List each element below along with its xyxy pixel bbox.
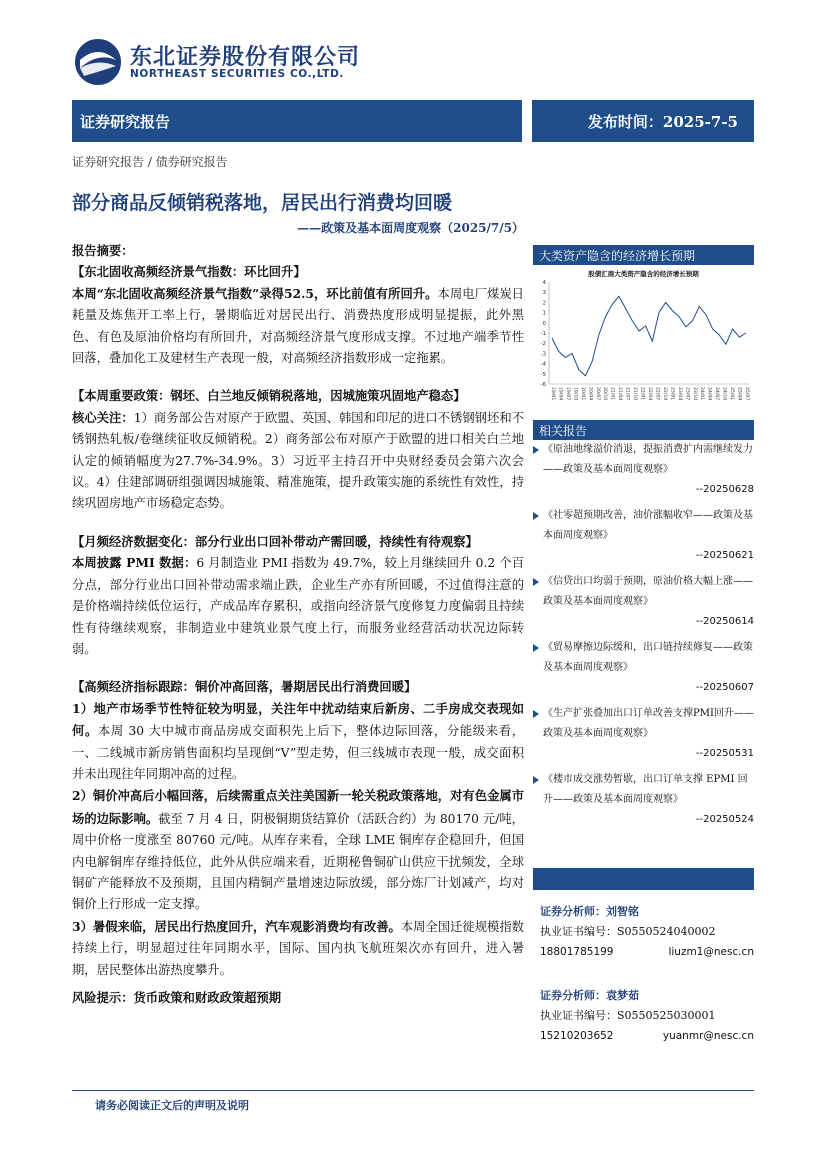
report-title: 部分商品反倾销税落地，居民出行消费均回暖: [72, 192, 453, 214]
analyst-2-cert: 执业证书编号：S0550525030001: [540, 1009, 716, 1022]
x-tick-label: 19/10: [572, 387, 578, 401]
analyst-2-name: 证券分析师：袁梦茹: [540, 989, 639, 1002]
related-report-item[interactable]: [533, 506, 754, 546]
logo-icon: [72, 38, 124, 86]
chart-header: 大类资产隐含的经济增长预期: [533, 245, 754, 265]
x-tick-label: 23/07: [684, 387, 690, 401]
x-tick-label: 20/10: [602, 387, 608, 401]
section-3-text: 6 月制造业 PMI 指数为 49.7%，较上月继续回升 0.2 个百分点，部分行业出口回补带动需求端止跌，企业生产亦有所回暖，不过值得注意的是价格端持续低位运行，产成品库存累积，或指向经济景气度修复力度偏弱且持续性有待继续观察，非制造业中建筑业景气度上行，而服务业经营活动状况边际转弱。: [72, 556, 524, 656]
bullet-triangle-icon: [533, 446, 539, 454]
x-tick-label: 21/07: [624, 387, 630, 401]
chart-title: 股债汇商大类资产隐含的经济增长预期: [588, 270, 699, 278]
section-4-point-2: [72, 785, 524, 915]
x-tick-label: 21/01: [609, 387, 615, 401]
x-tick-label: 22/10: [661, 387, 667, 401]
related-report-item[interactable]: [533, 704, 754, 744]
related-report-title: 《原油地缘溢价消退，提振消费扩内需继续发力——政策及基本面周度观察》: [543, 444, 753, 475]
section-1-heading: 【东北固收高频经济景气指数：环比回升】: [72, 264, 306, 280]
y-tick-label: -4: [540, 361, 546, 368]
section-4-point-1: [72, 698, 524, 786]
related-report-date: --20250531: [695, 748, 754, 759]
related-report-title: 《楼市成交涨势暂歇，出口订单支撑 EPMI 回升——政策及基本面周度观察》: [543, 774, 748, 805]
section-1-paragraph: [72, 283, 524, 370]
x-tick-label: 20/07: [594, 387, 600, 401]
x-tick-label: 22/01: [639, 387, 645, 401]
analyst-1-cert: 执业证书编号：S0550524040002: [540, 925, 716, 938]
point-1-lead: 1）地产市场季节性特征较为明显，关注年中扰动结束后新房、二手房成交表现如何。: [72, 700, 524, 739]
bullet-triangle-icon: [533, 644, 539, 652]
analyst-2-email[interactable]: yuanmr@nesc.cn: [662, 1030, 754, 1042]
related-report-date: --20250614: [695, 616, 754, 627]
point-1-text: 本周 30 大中城市商品房成交面积先上后下，整体边际回落，分能级来看，一、二线城市新房销售面积均呈现倒“V”型走势，但三线城市表现一般，成交面积并未出现往年同期冲高的过程。: [72, 724, 524, 781]
x-tick-label: 23/10: [691, 387, 697, 401]
report-category: 证券研究报告: [72, 100, 522, 142]
x-tick-label: 24/07: [714, 387, 720, 401]
x-tick-label: 22/07: [654, 387, 660, 401]
related-report-title: 《社零超预期改善，油价涨幅收窄——政策及基本面周度观察》: [543, 510, 753, 541]
x-tick-label: 19/01: [550, 387, 555, 401]
related-report-title: 《生产扩张叠加出口订单改善支撑PMI回升——政策及基本面周度观察》: [543, 708, 754, 739]
section-3-lead: 本周披露 PMI 数据：: [72, 555, 197, 571]
x-tick-label: 24/04: [706, 387, 712, 401]
related-report-item[interactable]: [533, 638, 754, 678]
point-3-lead: 3）暑假来临，居民出行热度回升，汽车观影消费均有改善。: [72, 918, 401, 934]
summary-body: [72, 240, 524, 1008]
y-tick-label: 2: [542, 300, 546, 307]
series-line: [552, 296, 746, 376]
footer-divider: [72, 1090, 754, 1091]
section-1-text: 本周电厂煤炭日耗量及炼焦开工率上行，暑期临近对居民出行、消费热度形成明显提振，此外黑色、有色及原油价格均有所回升，对高频经济景气度形成支撑。不过地产端季节性回落，叠加化工及建材生产表现一般，对高频经济指数形成一定拖累。: [72, 286, 524, 366]
related-reports: [533, 440, 754, 836]
analyst-1: [540, 902, 754, 962]
y-tick-label: 1: [542, 310, 546, 317]
analyst-1-name: 证券分析师：刘智铭: [540, 905, 639, 918]
company-name-cn: 东北证券股份有限公司: [130, 45, 361, 70]
analyst-2-phone: 15210203652: [540, 1030, 614, 1042]
publish-date: 发布时间：2025-7-5: [532, 100, 754, 142]
section-2-paragraph: [72, 407, 524, 515]
x-tick-label: 24/01: [699, 387, 705, 401]
x-tick-label: 19/04: [557, 387, 563, 401]
analyst-2: [540, 986, 754, 1046]
x-tick-label: 20/01: [579, 387, 585, 401]
y-tick-label: -5: [540, 371, 546, 378]
point-3-text: 本周全国迁徙规模指数持续上行，明显超过往年同期水平，国际、国内执飞航班架次亦有回升，进入暑期，居民整体出游热度攀升。: [72, 919, 524, 977]
x-tick-label: 20/04: [587, 387, 593, 401]
risk-warning: 风险提示：货币政策和财政政策超预期: [72, 990, 282, 1005]
related-report-date: --20250621: [695, 550, 754, 561]
related-report-date: --20250524: [695, 814, 754, 825]
y-tick-label: 4: [542, 280, 546, 286]
company-name-en: NORTHEAST SECURITIES CO.,LTD.: [130, 68, 344, 80]
section-2-lead: 核心关注：: [72, 409, 134, 425]
point-2-lead: 2）铜价冲高后小幅回落，后续需重点关注美国新一轮关税政策落地，对有色金属市场的边际影响。: [72, 788, 524, 826]
footer-disclaimer[interactable]: 请务必阅读正文后的声明及说明: [95, 1099, 249, 1112]
section-2-heading: 【本周重要政策：钢坯、白兰地反倾销税落地，因城施策巩固地产稳态】: [72, 388, 466, 404]
related-report-item[interactable]: [533, 440, 754, 480]
bullet-triangle-icon: [533, 578, 539, 586]
x-tick-label: 23/01: [669, 387, 675, 401]
x-tick-label: 23/04: [676, 387, 682, 401]
bullet-triangle-icon: [533, 512, 539, 520]
x-tick-label: 25/01: [729, 387, 735, 401]
y-tick-label: -2: [540, 341, 546, 348]
section-3-heading: 【月频经济数据变化：部分行业出口回补带动产需回暖，持续性有待观察】: [72, 533, 478, 549]
y-tick-label: -1: [540, 331, 546, 337]
bullet-triangle-icon: [533, 710, 539, 718]
summary-heading: 报告摘要：: [72, 243, 134, 258]
y-tick-label: -6: [540, 382, 546, 388]
sidebar-divider: [533, 868, 754, 890]
related-report-item[interactable]: [533, 770, 754, 810]
section-4-point-3: [72, 916, 524, 981]
analyst-1-phone: 18801785199: [540, 946, 614, 958]
related-report-title: 《贸易摩擦边际缓和，出口链持续修复——政策及基本面周度观察》: [543, 642, 753, 673]
bullet-triangle-icon: [533, 776, 539, 784]
related-report-date: --20250607: [695, 682, 754, 693]
section-1-lead: 本周“东北固收高频经济景气指数”录得52.5，环比前值有所回升。: [72, 285, 438, 301]
related-report-title: 《信贷出口均弱于预期，原油价格大幅上涨——政策及基本面周度观察》: [543, 576, 753, 607]
x-tick-label: 24/10: [721, 387, 727, 401]
related-header: 相关报告: [533, 420, 754, 440]
section-3-paragraph: [72, 552, 524, 660]
chart-svg: [533, 266, 754, 416]
breadcrumb: 证券研究报告 / 债券研究报告: [72, 155, 228, 169]
section-4-heading: 【高频经济指标跟踪：铜价冲高回落，暑期居民出行消费回暖】: [72, 679, 417, 695]
x-tick-label: 25/07: [744, 387, 749, 401]
section-2-text: 1）商务部公告对原产于欧盟、英国、韩国和印尼的进口不锈钢钢坯和不锈钢热轧板/卷继续征收反倾销税。2）商务部公布对原产于欧盟的进口相关白兰地认定的倾销幅度为27.7%-34.9%。3）习近平主持召开中央财经委员会第六次会议。4）住建部调研组强调因城施策、精准施策，提升政策实施的系统性有效性，持续巩固房地产市场稳定态势。: [72, 410, 524, 511]
y-tick-label: -3: [540, 351, 546, 358]
analyst-1-email[interactable]: liuzm1@nesc.cn: [668, 946, 754, 958]
y-tick-label: 0: [542, 320, 546, 327]
x-tick-label: 21/04: [617, 387, 623, 401]
point-2-text: 截至 7 月 4 日，阴极铜期货结算价（活跃合约）为 80170 元/吨，周中价格一度涨至 80760 元/吨。从库存来看，全球 LME 铜库存企稳回升，但国内电解铜库存维持低位，此外从供应端来看，近期秘鲁铜矿山供应干扰频发，全球铜矿产能释放不及预期，且国内精铜产量增速边际放缓，部分炼厂计划减产，均对铜价上行形成一定支撑。: [72, 811, 524, 912]
x-tick-label: 22/04: [647, 387, 652, 401]
report-subtitle: ——政策及基本面周度观察（2025/7/5）: [297, 221, 524, 235]
related-report-date: --20250628: [695, 484, 754, 495]
x-tick-label: 19/07: [564, 387, 570, 401]
growth-expectation-chart: [533, 266, 754, 416]
related-report-item[interactable]: [533, 572, 754, 612]
x-tick-label: 21/10: [632, 387, 638, 401]
x-tick-label: 25/04: [736, 387, 742, 401]
y-tick-label: 3: [542, 290, 546, 297]
